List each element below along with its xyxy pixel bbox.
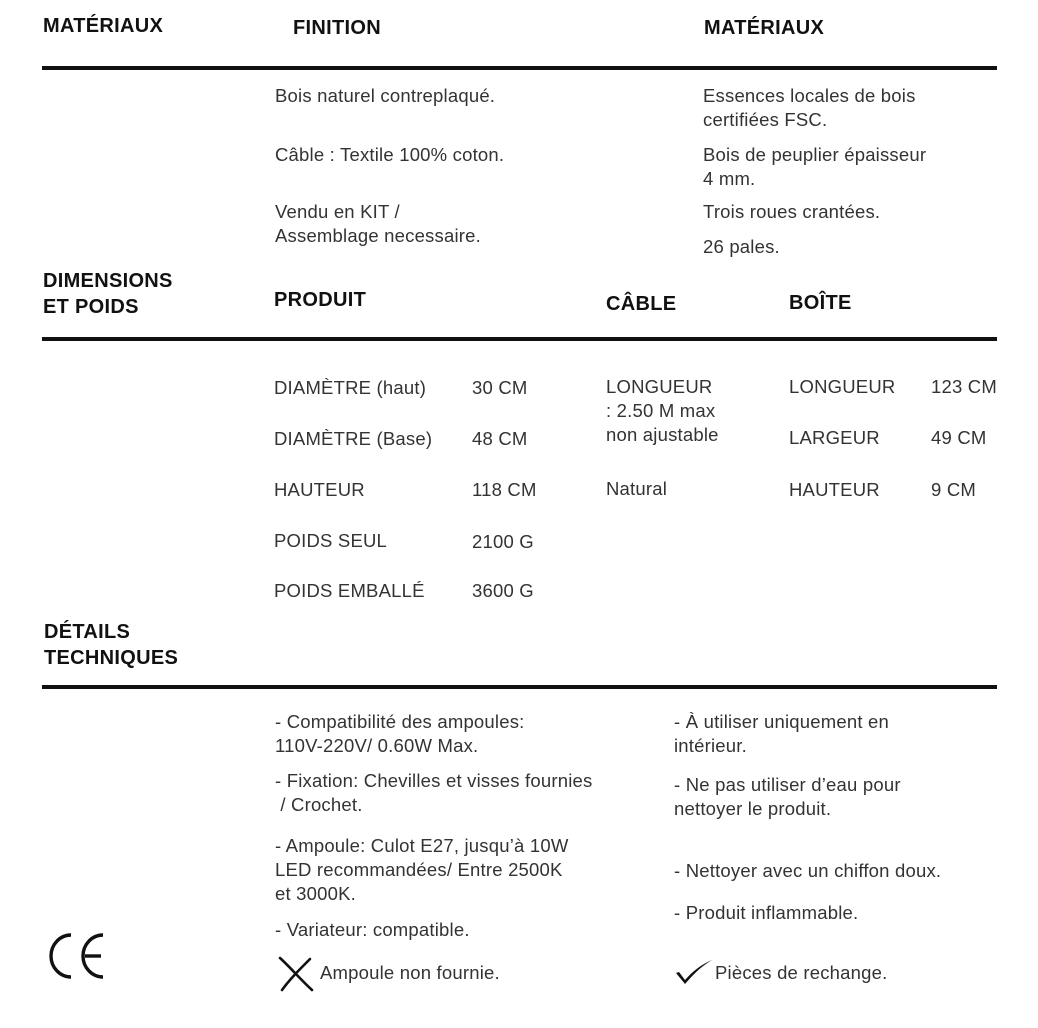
cable-item-2: Natural	[606, 478, 668, 499]
produit-header: PRODUIT	[274, 289, 367, 311]
produit-label-3: HAUTEUR	[274, 479, 365, 500]
boite-label-2: LARGEUR	[789, 427, 880, 448]
detail-right-2: - Ne pas utiliser d’eau pour nettoyer le produit.	[674, 774, 901, 819]
ce-mark-icon	[45, 928, 107, 984]
produit-label-1: DIAMÈTRE (haut)	[274, 377, 427, 398]
finition-item-3: Vendu en KIT / Assemblage necessaire.	[275, 201, 481, 246]
detail-left-3: - Ampoule: Culot E27, jusqu’à 10W LED recommandées/ Entre 2500K et 3000K.	[275, 835, 569, 904]
detail-left-2: - Fixation: Chevilles et visses fournies / Crochet.	[275, 770, 593, 815]
section-divider-2	[42, 337, 997, 341]
produit-value-1: 30 CM	[472, 377, 528, 398]
materiaux-item-3: Trois roues crantées.	[703, 201, 881, 222]
produit-value-2: 48 CM	[472, 428, 528, 449]
spare-parts-text: Pièces de rechange.	[715, 962, 888, 983]
materiaux-item-1: Essences locales de bois certifiées FSC.	[703, 85, 916, 130]
detail-left-4: - Variateur: compatible.	[275, 919, 470, 940]
produit-value-5: 3600 G	[472, 580, 534, 601]
produit-label-4: POIDS SEUL	[274, 530, 388, 551]
materiaux-item-4: 26 pales.	[703, 236, 780, 257]
materiaux-header: MATÉRIAUX	[704, 17, 825, 39]
finition-header: FINITION	[293, 17, 381, 39]
section-divider-1	[42, 66, 997, 70]
boite-value-3: 9 CM	[931, 479, 976, 500]
check-icon	[674, 958, 714, 988]
cross-icon	[276, 955, 316, 993]
section-title-materiaux: MATÉRIAUX	[43, 15, 164, 37]
detail-right-3: - Nettoyer avec un chiffon doux.	[674, 860, 942, 881]
produit-value-3: 118 CM	[472, 479, 537, 500]
boite-label-3: HAUTEUR	[789, 479, 880, 500]
boite-value-2: 49 CM	[931, 427, 987, 448]
detail-right-1: - À utiliser uniquement en intérieur.	[674, 711, 889, 756]
produit-label-2: DIAMÈTRE (Base)	[274, 428, 433, 449]
boite-header: BOÎTE	[789, 292, 852, 314]
section-divider-3	[42, 685, 997, 689]
not-included-text: Ampoule non fournie.	[320, 962, 500, 983]
section-title-dimensions: DIMENSIONS ET POIDS	[43, 270, 173, 318]
produit-value-4: 2100 G	[472, 531, 534, 552]
detail-right-4: - Produit inflammable.	[674, 902, 859, 923]
cable-item-1: LONGUEUR : 2.50 M max non ajustable	[606, 376, 719, 445]
boite-value-1: 123 CM	[931, 376, 997, 397]
finition-item-1: Bois naturel contreplaqué.	[275, 85, 496, 106]
produit-label-5: POIDS EMBALLÉ	[274, 580, 425, 601]
finition-item-2: Câble : Textile 100% coton.	[275, 144, 505, 165]
materiaux-item-2: Bois de peuplier épaisseur 4 mm.	[703, 144, 927, 189]
boite-label-1: LONGUEUR	[789, 376, 896, 397]
detail-left-1: - Compatibilité des ampoules: 110V-220V/ 0.60W Max.	[275, 711, 525, 756]
section-title-details: DÉTAILS TECHNIQUES	[44, 621, 179, 669]
cable-header: CÂBLE	[606, 293, 677, 315]
